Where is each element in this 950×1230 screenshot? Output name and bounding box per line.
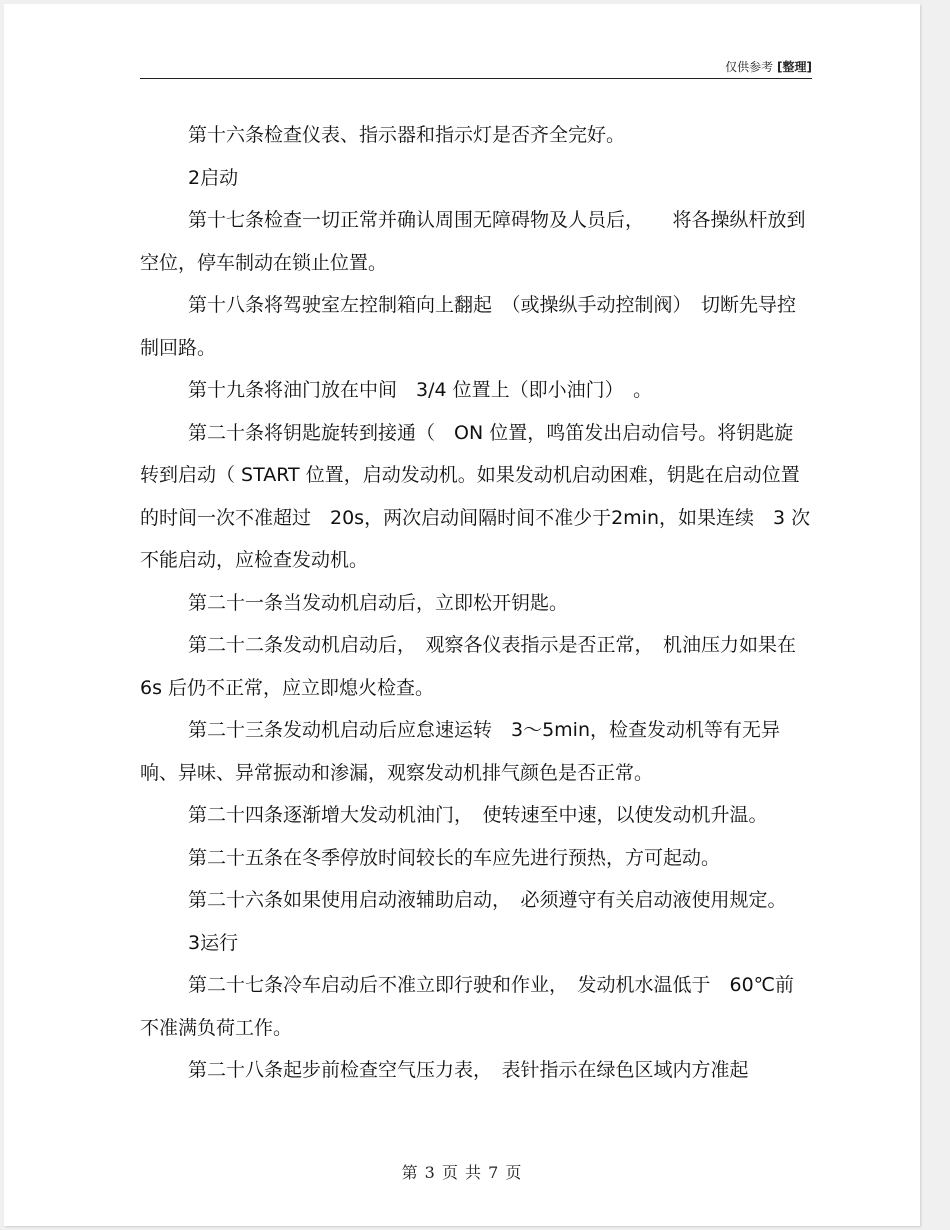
page-header <box>140 58 812 79</box>
document-body <box>140 114 816 1092</box>
document-page <box>4 4 920 1226</box>
header-tag: [整理] <box>777 60 812 74</box>
paragraph: 第十六条检查仪表、指示器和指示灯是否齐全完好。 <box>188 124 626 146</box>
paragraph: 第二十八条起步前检查空气压力表， 表针指示在绿色区域内方准起 <box>188 1059 749 1081</box>
paragraph: 第二十条将钥匙旋转到接通（ ON 位置，鸣笛发出启动信号。将钥匙旋转到启动（ START 位置，启动发动机。如果发动机启动困难，钥匙在启动位置的时间一次不准超过 20s，两次启动间隔时间不准少于2min，如果连续 3 次不能启动，应检查发动机。 <box>140 421 811 571</box>
paragraph: 第二十四条逐渐增大发动机油门， 使转速至中速，以使发动机升温。 <box>188 804 768 826</box>
paragraph: 第十八条将驾驶室左控制箱向上翻起 （或操纵手动控制阀） 切断先导控制回路。 <box>140 294 797 359</box>
paragraph: 第二十一条当发动机启动后，立即松开钥匙。 <box>188 591 569 614</box>
page-footer: 第 3 页 共 7 页 <box>401 1163 523 1182</box>
header-note: 仅供参考 <box>725 60 774 74</box>
paragraph: 第二十三条发动机启动后应怠速运转 3～5min，检查发动机等有无异响、异味、异常振动和渗漏，观察发动机排气颜色是否正常。 <box>140 719 781 784</box>
section-heading: 3运行 <box>188 931 239 954</box>
paragraph: 第十七条检查一切正常并确认周围无障碍物及人员后， 将各操纵杆放到空位，停车制动在锁止位置。 <box>140 209 806 274</box>
section-heading: 2启动 <box>188 166 239 189</box>
paragraph: 第二十七条冷车启动后不准立即行驶和作业， 发动机水温低于 60℃前不准满负荷工作。 <box>140 974 795 1039</box>
paragraph: 第十九条将油门放在中间 3/4 位置上（即小油门） 。 <box>188 379 653 401</box>
paragraph: 第二十六条如果使用启动液辅助启动， 必须遵守有关启动液使用规定。 <box>188 889 787 911</box>
paragraph: 第二十五条在冬季停放时间较长的车应先进行预热，方可起动。 <box>188 846 721 869</box>
paragraph: 第二十二条发动机启动后， 观察各仪表指示是否正常， 机油压力如果在 6s 后仍不正常，应立即熄火检查。 <box>140 634 816 699</box>
